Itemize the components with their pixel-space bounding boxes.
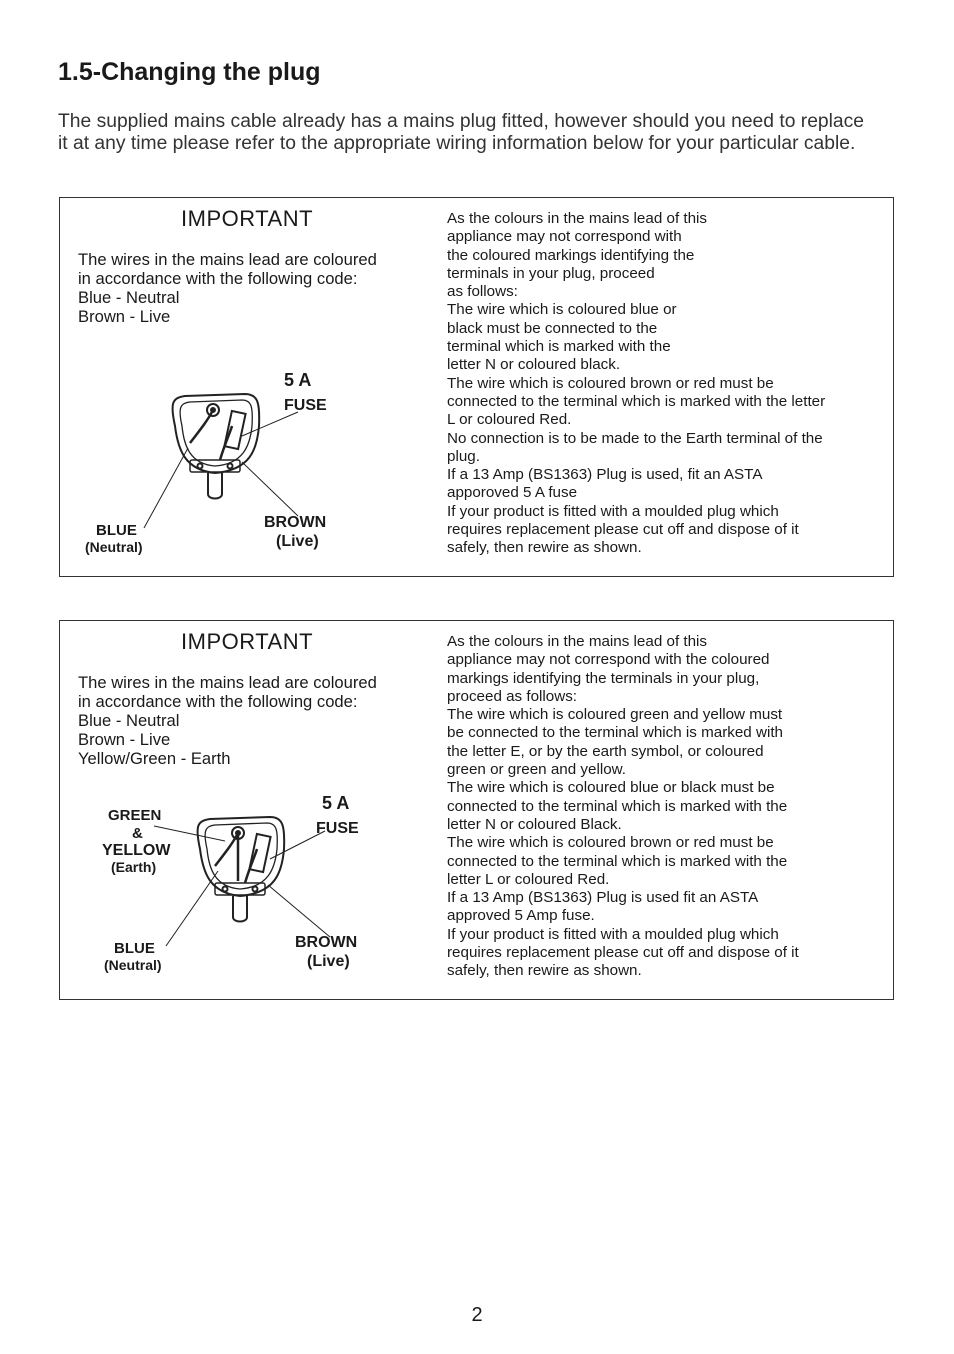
fuse-label: FUSE xyxy=(284,397,327,414)
wiring-instructions xyxy=(447,633,892,981)
cable-icon xyxy=(233,896,247,922)
code-line: in accordance with the following code: xyxy=(78,269,358,288)
instruction-line: letter N or coloured black. xyxy=(447,356,621,374)
earth-label: (Earth) xyxy=(111,859,157,875)
instruction-line: If your product is fitted with a moulded plug which xyxy=(447,925,779,943)
brown-label: BROWN xyxy=(264,514,327,531)
neutral-label: (Neutral) xyxy=(104,957,162,973)
instruction-line: connected to the terminal which is marked with the xyxy=(447,797,788,815)
fuse-icon xyxy=(224,411,245,449)
instruction-line: approved 5 Amp fuse. xyxy=(447,907,595,925)
instruction-line: terminal which is marked with the xyxy=(447,338,671,356)
instruction-line: appliance may not correspond with the coloured xyxy=(447,651,770,669)
instruction-line: requires replacement please cut off and dispose of it xyxy=(447,521,799,539)
plug-diagram-two-core xyxy=(60,198,440,578)
wiring-box-three-core xyxy=(59,620,894,1000)
instruction-line: markings identifying the terminals in your plug, xyxy=(447,669,760,687)
code-line: Brown - Live xyxy=(78,730,171,749)
code-line: Blue - Neutral xyxy=(78,288,180,307)
instruction-line: safely, then rewire as shown. xyxy=(447,962,642,980)
blue-label: BLUE xyxy=(114,940,155,957)
wiring-instructions xyxy=(447,210,892,558)
instruction-line: If your product is fitted with a moulded plug which xyxy=(447,502,779,520)
neutral-label: (Neutral) xyxy=(85,539,143,555)
instruction-line: black must be connected to the xyxy=(447,319,658,337)
instruction-line: The wire which is coloured green and yellow must xyxy=(447,706,783,724)
code-line: in accordance with the following code: xyxy=(78,692,358,711)
instruction-line: The wire which is coloured brown or red must be xyxy=(447,834,774,852)
instruction-line: letter L or coloured Red. xyxy=(447,870,610,888)
instruction-line: plug. xyxy=(447,447,480,465)
code-line: Yellow/Green - Earth xyxy=(78,749,231,768)
instruction-line: As the colours in the mains lead of this xyxy=(447,633,708,650)
instruction-line: No connection is to be made to the Earth terminal of the xyxy=(447,429,823,447)
live-label: (Live) xyxy=(307,953,350,970)
instruction-line: The wire which is coloured blue or black must be xyxy=(447,779,775,797)
instruction-line: L or coloured Red. xyxy=(447,411,572,429)
live-label: (Live) xyxy=(276,533,319,550)
cable-icon xyxy=(208,473,222,499)
fuse-icon xyxy=(249,834,270,872)
instruction-line: appliance may not correspond with xyxy=(447,228,682,246)
ampersand-label: & xyxy=(132,825,143,842)
blue-label: BLUE xyxy=(96,522,137,539)
important-heading: IMPORTANT xyxy=(181,629,314,654)
fuse-amp-label: 5 A xyxy=(322,793,350,813)
instruction-line: the letter E, or by the earth symbol, or coloured xyxy=(447,742,764,760)
important-heading: IMPORTANT xyxy=(181,206,314,231)
intro-paragraph: The supplied mains cable already has a mains plug fitted, however should you need to replace it at any time please refer to the appropriate wiring information below for your particular cable. xyxy=(58,111,865,154)
code-line: Blue - Neutral xyxy=(78,711,180,730)
instruction-line: be connected to the terminal which is marked with xyxy=(447,724,783,742)
fuse-label: FUSE xyxy=(316,820,359,837)
code-line: The wires in the mains lead are coloured xyxy=(78,250,377,269)
yellow-label: YELLOW xyxy=(102,842,171,859)
instruction-line: as follows: xyxy=(447,283,518,301)
green-label: GREEN xyxy=(108,807,162,824)
page-number: 2 xyxy=(471,1304,483,1326)
instruction-line: proceed as follows: xyxy=(447,687,578,705)
instruction-line: safely, then rewire as shown. xyxy=(447,539,642,557)
instruction-line: requires replacement please cut off and dispose of it xyxy=(447,944,799,962)
fuse-amp-label: 5 A xyxy=(284,370,312,390)
page-title: 1.5-Changing the plug xyxy=(58,58,321,86)
code-line: Brown - Live xyxy=(78,307,171,326)
instruction-line: If a 13 Amp (BS1363) Plug is used, fit an ASTA xyxy=(447,466,763,484)
instruction-line: connected to the terminal which is marked with the xyxy=(447,852,788,870)
instruction-line: terminals in your plug, proceed xyxy=(447,264,655,282)
instruction-line: apporoved 5 A fuse xyxy=(447,484,578,502)
instruction-line: green or green and yellow. xyxy=(447,761,626,779)
instruction-line: letter N or coloured Black. xyxy=(447,815,622,833)
instruction-line: connected to the terminal which is marked with the letter xyxy=(447,392,826,410)
brown-label: BROWN xyxy=(295,934,358,951)
instruction-line: The wire which is coloured blue or xyxy=(447,301,677,319)
instruction-line: If a 13 Amp (BS1363) Plug is used fit an ASTA xyxy=(447,889,759,907)
instruction-line: The wire which is coloured brown or red must be xyxy=(447,374,774,392)
wiring-box-two-core xyxy=(59,197,894,577)
code-line: The wires in the mains lead are coloured xyxy=(78,673,377,692)
instruction-line: As the colours in the mains lead of this xyxy=(447,210,708,227)
instruction-line: the coloured markings identifying the xyxy=(447,246,695,264)
